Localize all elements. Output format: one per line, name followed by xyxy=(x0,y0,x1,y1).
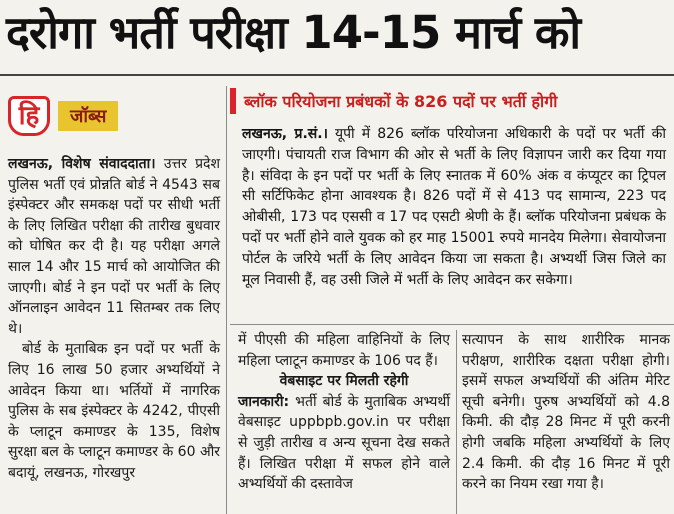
main-story-subhead-lead: जानकारी: xyxy=(238,393,290,410)
headline-divider xyxy=(0,74,674,76)
section-logo xyxy=(8,94,118,138)
main-story-column-1 xyxy=(8,154,220,484)
page-headline: दरोगा भर्ती परीक्षा 14-15 मार्च को xyxy=(6,6,581,59)
hindustan-logo-icon xyxy=(8,96,50,136)
main-story-dateline: लखनऊ, विशेष संवाददाता। xyxy=(8,156,156,172)
block-story-text: यूपी में 826 ब्लॉक परियोजना अधिकारी के पदों पर भर्ती की जाएगी। पंचायती राज विभाग की ओर से भर्ती के लिए विज्ञापन जारी कर दिया गया है। संविदा के इन पदों पर भर्ती के लिए स्नातक में 60% अंक व कंप्यूटर का ट्रिपल सी सर्टिफिकेट होना आवश्यक है। 826 पदों में से 413 पद सामान्य, 223 पद ओबीसी, 173 पद एससी व 17 पद एसटी श्रेणी के हैं। ब्लॉक परियोजना प्रबंधक के पदों पर भर्ती होने वाले युवक को हर माह 15001 रुपये मानदेय मिलेगा। सेवायोजना पोर्टल के जरिये भर्ती के लिए आवेदन किया जा सकता है। अभ्यर्थी जिस जिले का मूल निवासी हैं, वह उसी जिले में भर्ती के लिए आवेदन कर सकेगा। xyxy=(242,126,666,288)
main-story-para-1 xyxy=(8,154,220,339)
main-story-para-2: बोर्ड के मुताबिक इन पदों पर भर्ती के लिए 16 लाख 50 हजार अभ्यर्थियों ने आवेदन किया था। भर्तियों में नागरिक पुलिस के सब इंस्पेक्टर के 4242, पीएसी के प्लाटून कमाण्डर के 135, विशेष सुरक्षा बल के प्लाटून कमाण्डर के 60 और बदायूं, लखनऊ, गोरखपुर xyxy=(8,341,220,481)
section-label: जॉब्स xyxy=(58,101,118,131)
main-story-para-1-text: उत्तर प्रदेश पुलिस भर्ती एवं प्रोन्नति बोर्ड ने 4543 सब इंस्पेक्टर और समकक्ष पदों पर सीधी भर्ती के लिए लिखित परीक्षा की तारीख बुधवार को घोषित कर दी है। यह परीक्षा अगले साल 14 और 15 मार्च को आयोजित की जाएगी। बोर्ड ने इन पदों पर भर्ती के लिए ऑनलाइन आवेदन 11 सितम्बर तक लिए थे। xyxy=(8,156,221,337)
main-story-column-3 xyxy=(462,330,670,495)
block-story-accent-bar xyxy=(230,88,236,114)
main-story-col2-para-2-text: भर्ती बोर्ड के मुताबिक अभ्यर्थी वेबसाइट uppbpb.gov.in पर परीक्षा से जुड़ी तारीख व अन्य सूचना देख सकते हैं। लिखित परीक्षा में सफल होने वाले अभ्यर्थियों की दस्तावेज xyxy=(238,393,450,493)
logo-letter: हि xyxy=(18,101,40,131)
main-story-col2-para-2 xyxy=(238,392,450,495)
block-story-header xyxy=(230,88,557,114)
block-story-dateline: लखनऊ, प्र.सं.। xyxy=(242,126,328,142)
column-divider-1 xyxy=(226,86,227,514)
main-story-column-2 xyxy=(238,330,450,495)
block-story-title: ब्लॉक परियोजना प्रबंधकों के 826 पदों पर भर्ती होगी xyxy=(244,92,558,111)
column-divider-2 xyxy=(456,330,457,514)
block-story-box xyxy=(230,88,670,320)
main-story-col2-para-1: में पीएसी की महिला वाहिनियों के लिए महिला प्लाटून कमाण्डर के 106 पद हैं। xyxy=(238,332,450,369)
block-story-body xyxy=(242,124,666,290)
main-story-subhead: वेबसाइट पर मिलती रहेगी xyxy=(279,373,409,390)
main-story-col3-para-1: सत्यापन के साथ शारीरिक मानक परीक्षण, शारीरिक दक्षता परीक्षा होगी। इसमें सफल अभ्यर्थियों की अंतिम मेरिट सूची बनेगी। पुरुष अभ्यर्थियों को 4.8 किमी. की दौड़ 28 मिनट में पूरी करनी होगी जबकि महिला अभ्यर्थियों के लिए 2.4 किमी. की दौड़ 16 मिनट में पूरी करने का नियम रखा गया है। xyxy=(462,332,670,493)
box-bottom-divider xyxy=(230,324,674,325)
